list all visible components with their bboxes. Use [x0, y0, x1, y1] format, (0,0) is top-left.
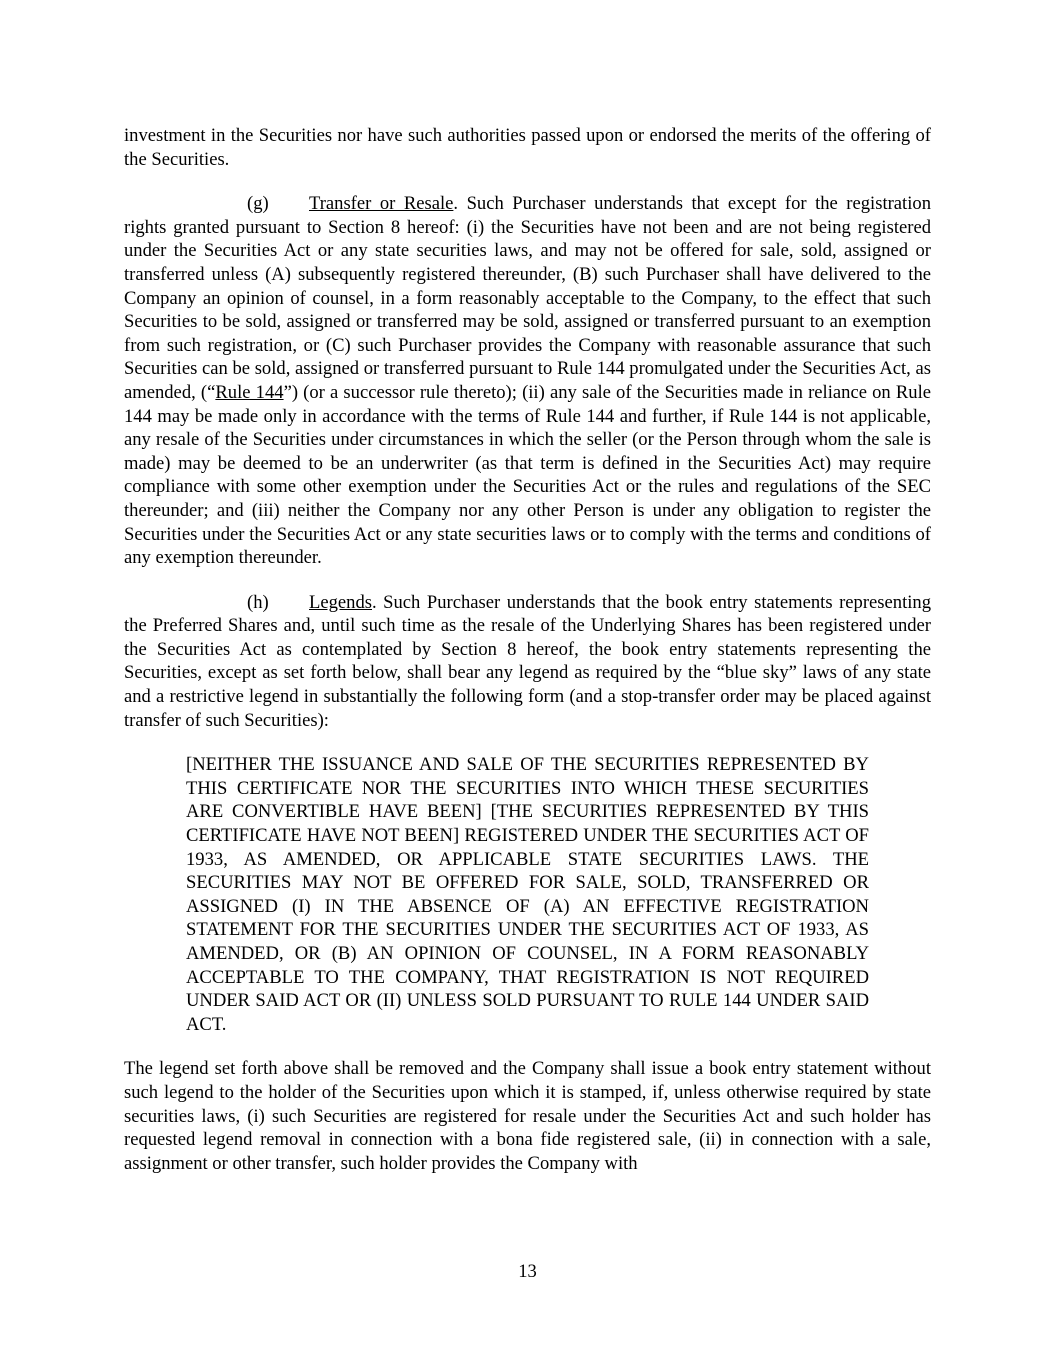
section-g-paragraph: [124, 192, 931, 570]
legend-removal-paragraph: The legend set forth above shall be removed and the Company shall issue a book entry statement without such legend to the holder of the Securities upon which it is stamped, if, unless otherwise required by state securities laws, (i) such Securities are registered for resale under the Securities Act and such holder has requested legend removal in connection with a bona fide registered sale, (ii) in connection with a sale, assignment or other transfer, such holder provides the Company with: [124, 1058, 931, 1174]
section-g-heading: Transfer or Resale: [309, 193, 454, 215]
document-page: [124, 124, 931, 1175]
section-g-text-1: . Such Purchaser understands that except for the registration rights granted pursuant to Section 8 hereof: (i) the Securities have not been and are not being registered under the Securities Act or any state securities laws, and may not be offered for sale, sold, assigned or transferred unless (A) subsequently registered thereunder, (B) such Purchaser shall have delivered to the Company an opinion of counsel, in a form reasonably acceptable to the Company, to the effect that such Securities to be sold, assigned or transferred may be sold, assigned or transferred pursuant to an exemption from such registration, or (C) such Purchaser provides the Company with reasonable assurance that such Securities can be sold, assigned or transferred pursuant to Rule 144 promulgated under the Securities Act, as amended, (“: [124, 193, 931, 403]
intro-paragraph: investment in the Securities nor have such authorities passed upon or endorsed the merits of the offering of the Securities.: [124, 125, 931, 170]
page-number: 13: [518, 1261, 537, 1282]
section-h-heading: Legends: [309, 591, 372, 613]
restrictive-legend-block: [NEITHER THE ISSUANCE AND SALE OF THE SECURITIES REPRESENTED BY THIS CERTIFICATE NOR THE SECURITIES INTO WHICH THESE SECURITIES ARE CONVERTIBLE HAVE BEEN] [THE SECURITIES REPRESENTED BY THIS CERTIFICATE HAVE NOT BEEN] REGISTERED UNDER THE SECURITIES ACT OF 1933, AS AMENDED, OR APPLICABLE STATE SECURITIES LAWS. THE SECURITIES MAY NOT BE OFFERED FOR SALE, SOLD, TRANSFERRED OR ASSIGNED (I) IN THE ABSENCE OF (A) AN EFFECTIVE REGISTRATION STATEMENT FOR THE SECURITIES UNDER THE SECURITIES ACT OF 1933, AS AMENDED, OR (B) AN OPINION OF COUNSEL, IN A FORM REASONABLY ACCEPTABLE TO THE COMPANY, THAT REGISTRATION IS NOT REQUIRED UNDER SAID ACT OR (II) UNLESS SOLD PURSUANT TO RULE 144 UNDER SAID ACT.: [186, 754, 869, 1035]
section-h-paragraph: [124, 591, 931, 733]
section-h-label: (h): [247, 591, 269, 613]
rule-144-defined-term: Rule 144: [215, 381, 284, 403]
section-g-label: (g): [247, 193, 269, 215]
section-h-text: . Such Purchaser understands that the book entry statements representing the Preferred Shares and, until such time as the resale of the Underlying Shares has been registered under the Securities Act as contemplated by Section 8 hereof, the book entry statements representing the Securities, except as set forth below, shall bear any legend as required by the “blue sky” laws of any state and a restrictive legend in substantially the following form (and a stop-transfer order may be placed against transfer of such Securities):: [124, 591, 931, 731]
section-g-text-2: ”) (or a successor rule thereto); (ii) any sale of the Securities made in reliance on Rule 144 may be made only in accordance with the terms of Rule 144 and further, if Rule 144 is not applicable, any resale of the Securities under circumstances in which the seller (or the Person through whom the sale is made) may be deemed to be an underwriter (as that term is defined in the Securities Act) may require compliance with some other exemption under the Securities Act or the rules and regulations of the SEC thereunder; and (iii) neither the Company nor any other Person is under any obligation to register the Securities under the Securities Act or any state securities laws or to comply with the terms and conditions of any exemption thereunder.: [124, 381, 931, 569]
